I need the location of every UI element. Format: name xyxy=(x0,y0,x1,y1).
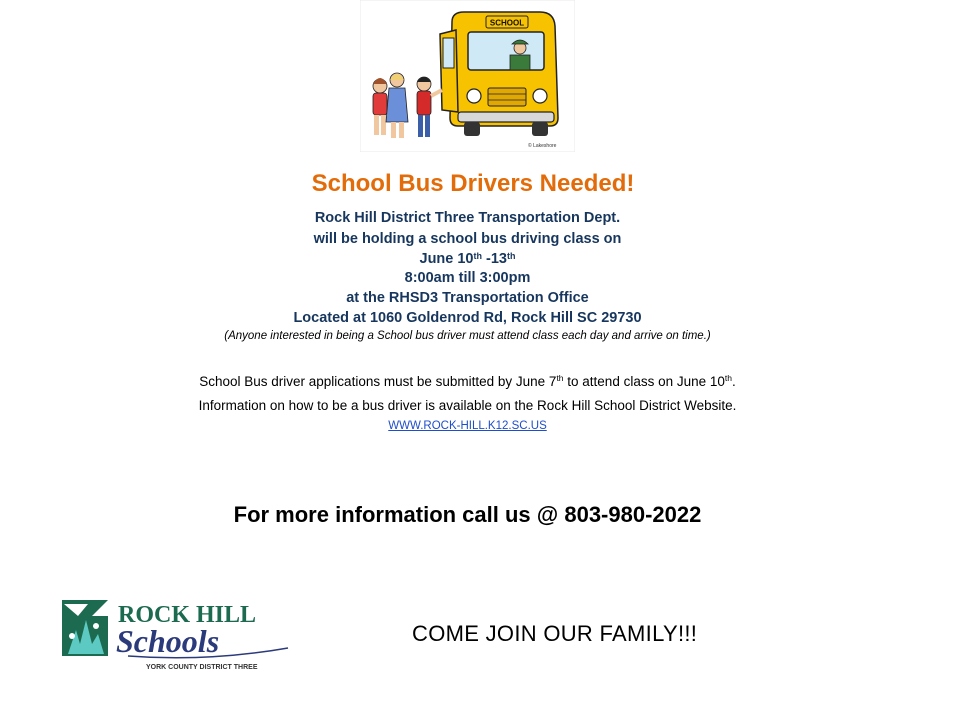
website-link[interactable]: WWW.ROCK-HILL.K12.SC.US xyxy=(388,420,547,432)
logo-schools: Schools xyxy=(116,623,220,659)
details-line-2: will be holding a school bus driving class on xyxy=(313,231,622,247)
details-time: 8:00am till 3:00pm xyxy=(404,270,531,286)
website-line xyxy=(0,418,935,434)
apps-text-a: School Bus driver applications must be submitted by June 7 xyxy=(199,374,557,389)
bus-sign-text: SCHOOL xyxy=(489,18,525,28)
details-dates xyxy=(0,249,935,269)
apps-text-c: . xyxy=(732,374,736,389)
contact-phone: For more information call us @ 803-980-2022 xyxy=(233,502,702,527)
headline: School Bus Drivers Needed! xyxy=(311,170,635,197)
apps-sup-1: th xyxy=(556,373,564,383)
apps-sup-2: th xyxy=(724,373,732,383)
dates-start: June 10 xyxy=(419,251,474,267)
applications-deadline xyxy=(0,372,935,392)
details-line-1: Rock Hill District Three Transportation Dept. xyxy=(314,210,621,226)
apps-text-b: to attend class on June 10 xyxy=(563,374,725,389)
logo-tagline: YORK COUNTY DISTRICT THREE xyxy=(146,664,258,671)
attendance-note: (Anyone interested in being a School bus driver must attend class each day and arrive on time.) xyxy=(224,330,711,342)
dates-sup-2: th xyxy=(507,251,516,261)
logo-rock-hill: ROCK HILL xyxy=(118,602,257,628)
applications-info: Information on how to be a bus driver is available on the Rock Hill School District Website. xyxy=(198,398,737,413)
school-bus-illustration xyxy=(360,0,575,152)
details-location-name: at the RHSD3 Transportation Office xyxy=(346,290,589,306)
illustration-credit: © Lakeshore xyxy=(528,143,557,149)
rock-hill-schools-logo xyxy=(58,590,303,674)
join-tagline: COME JOIN OUR FAMILY!!! xyxy=(412,621,698,646)
dates-sup-1: th xyxy=(473,251,482,261)
details-address: Located at 1060 Goldenrod Rd, Rock Hill SC 29730 xyxy=(293,310,642,326)
dates-end: -13 xyxy=(482,251,507,267)
